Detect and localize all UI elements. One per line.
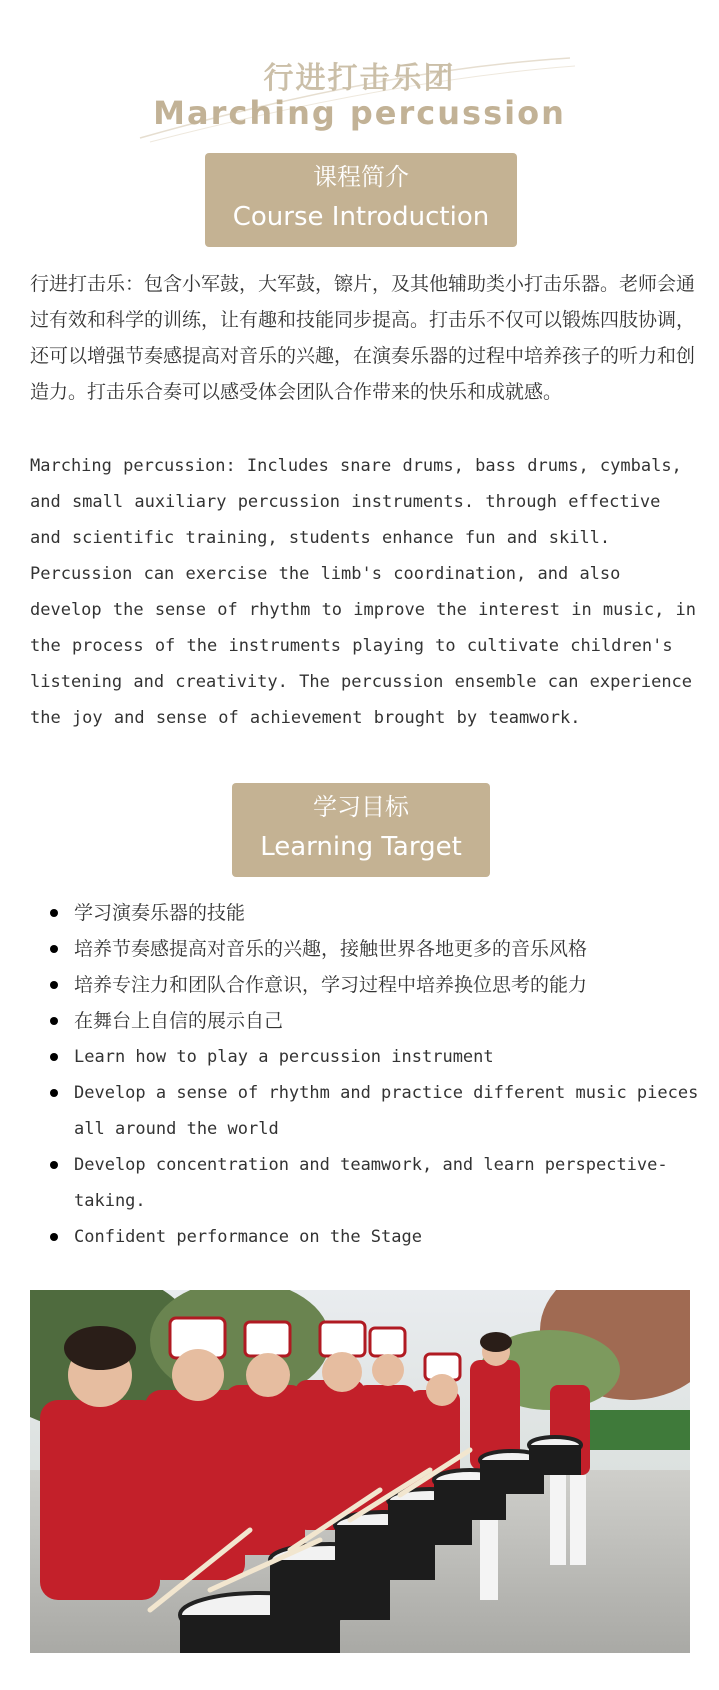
bullet-icon — [50, 1017, 58, 1025]
list-item — [30, 1003, 710, 1039]
course-intro-text-cn: 行进打击乐：包含小军鼓，大军鼓，镲片，及其他辅助类小打击乐器。老师会通过有效和科学的训练，让有趣和技能同步提高。打击乐不仅可以锻炼四肢协调，还可以增强节奏感提高对音乐的兴趣，在演奏乐器的过程中培养孩子的听力和创造力。打击乐合奏可以感受体会团队合作带来的快乐和成就感。 — [30, 273, 696, 403]
learning-target-label-en: Learning Target — [260, 832, 462, 862]
list-item-text: Learn how to play a percussion instrument — [74, 1047, 494, 1067]
bullet-icon — [50, 945, 58, 953]
list-item — [30, 895, 710, 931]
list-item-text: 培养专注力和团队合作意识，学习过程中培养换位思考的能力 — [74, 974, 588, 996]
list-item — [30, 1039, 710, 1075]
list-item — [30, 1147, 710, 1219]
list-item — [30, 931, 710, 967]
learning-target-badge — [232, 783, 490, 877]
list-item-text: 在舞台上自信的展示自己 — [74, 1010, 284, 1032]
list-item — [30, 1075, 710, 1147]
bullet-icon — [50, 1161, 58, 1169]
bullet-icon — [50, 981, 58, 989]
learning-target-list — [30, 895, 710, 1255]
list-item — [30, 967, 710, 1003]
photo-illustration — [30, 1290, 690, 1653]
page-header — [0, 50, 719, 150]
learning-target-label-cn: 学习目标 — [313, 793, 409, 821]
list-item-text: 学习演奏乐器的技能 — [74, 902, 246, 924]
bullet-icon — [50, 909, 58, 917]
marching-band-photo — [30, 1290, 690, 1653]
list-item-text: Develop concentration and teamwork, and learn perspective-taking. — [74, 1155, 668, 1211]
page-title-en: Marching percussion — [153, 94, 566, 132]
course-introduction-badge — [205, 153, 517, 247]
list-item-text: Confident performance on the Stage — [74, 1227, 422, 1247]
list-item — [30, 1219, 710, 1255]
list-item-text: 培养节奏感提高对音乐的兴趣，接触世界各地更多的音乐风格 — [74, 938, 588, 960]
bullet-icon — [50, 1089, 58, 1097]
page-title-cn: 行进打击乐团 — [263, 61, 456, 96]
bullet-icon — [50, 1053, 58, 1061]
bullet-icon — [50, 1233, 58, 1241]
list-item-text: Develop a sense of rhythm and practice different music pieces all around the world — [74, 1083, 699, 1139]
course-intro-label-cn: 课程简介 — [313, 163, 409, 191]
course-intro-text-en: Marching percussion: Includes snare drums, bass drums, cymbals, and small auxiliary percussion instruments. through effective and scientific training, students enhance fun and skill. Percussion can exercise the limb's coordination, and also develop the sense of rhythm to improve the interest in music, in the process of the instruments playing to cultivate children's listening and creativity. The percussion ensemble can experience the joy and sense of achievement brought by teamwork. — [30, 456, 697, 728]
course-intro-label-en: Course Introduction — [232, 202, 490, 232]
